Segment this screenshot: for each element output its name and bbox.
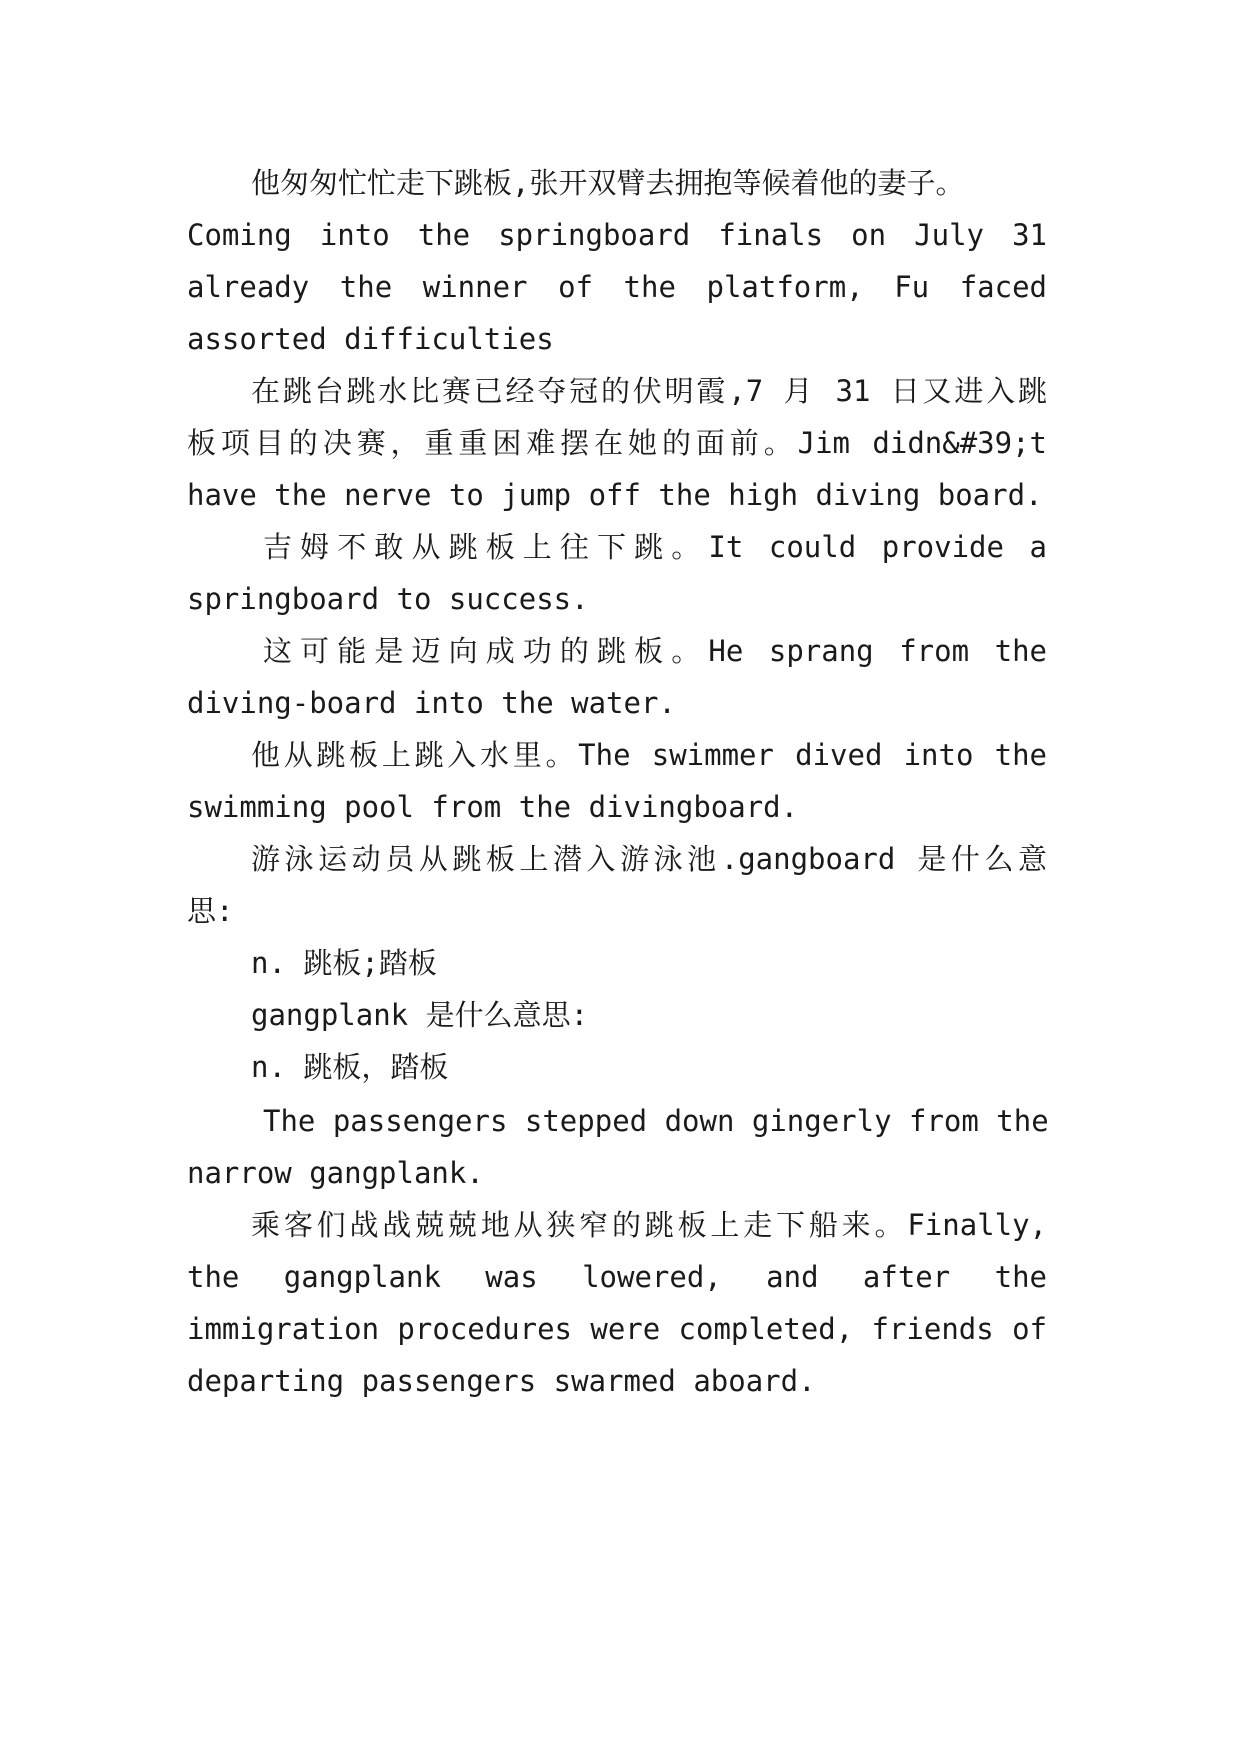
text-line: already the winner of the platform, Fu faced xyxy=(187,270,1047,304)
text-line: springboard to success. xyxy=(187,582,589,616)
text-line: 在跳台跳水比赛已经夺冠的伏明霞,7 月 31 日又进入跳 xyxy=(251,374,1047,408)
text-line: 这可能是迈向成功的跳板。He sprang from the xyxy=(263,634,1047,668)
text-line: diving-board into the water. xyxy=(187,686,676,720)
text-line: 吉姆不敢从跳板上往下跳。It could provide a xyxy=(263,530,1047,564)
text-line: gangplank 是什么意思: xyxy=(251,998,589,1032)
text-line: 乘客们战战兢兢地从狭窄的跳板上走下船来。Finally, xyxy=(251,1208,1047,1242)
text-line: departing passengers swarmed aboard. xyxy=(187,1364,816,1398)
text-line: immigration procedures were completed, friends of xyxy=(187,1312,1047,1346)
text-line: assorted difficulties xyxy=(187,322,554,356)
text-line: n. 跳板;踏板 xyxy=(251,946,437,980)
text-line: 板项目的决赛，重重困难摆在她的面前。Jim didn&#39;t xyxy=(187,426,1047,460)
text-line: Coming into the springboard finals on July 31 xyxy=(187,218,1047,252)
text-line: 思: xyxy=(187,894,234,928)
text-line: 他匆匆忙忙走下跳板,张开双臂去拥抱等候着他的妻子。 xyxy=(251,166,965,200)
text-line: n. 跳板，踏板 xyxy=(251,1050,449,1084)
text-line: narrow gangplank. xyxy=(187,1156,484,1190)
text-line: 他从跳板上跳入水里。The swimmer dived into the xyxy=(251,738,1047,772)
text-line: 游泳运动员从跳板上潜入游泳池.gangboard 是什么意 xyxy=(251,842,1047,876)
text-line: the gangplank was lowered, and after the xyxy=(187,1260,1047,1294)
text-line: swimming pool from the divingboard. xyxy=(187,790,799,824)
text-line: have the nerve to jump off the high diving board. xyxy=(187,478,1043,512)
text-line: The passengers stepped down gingerly from the xyxy=(263,1104,1049,1138)
